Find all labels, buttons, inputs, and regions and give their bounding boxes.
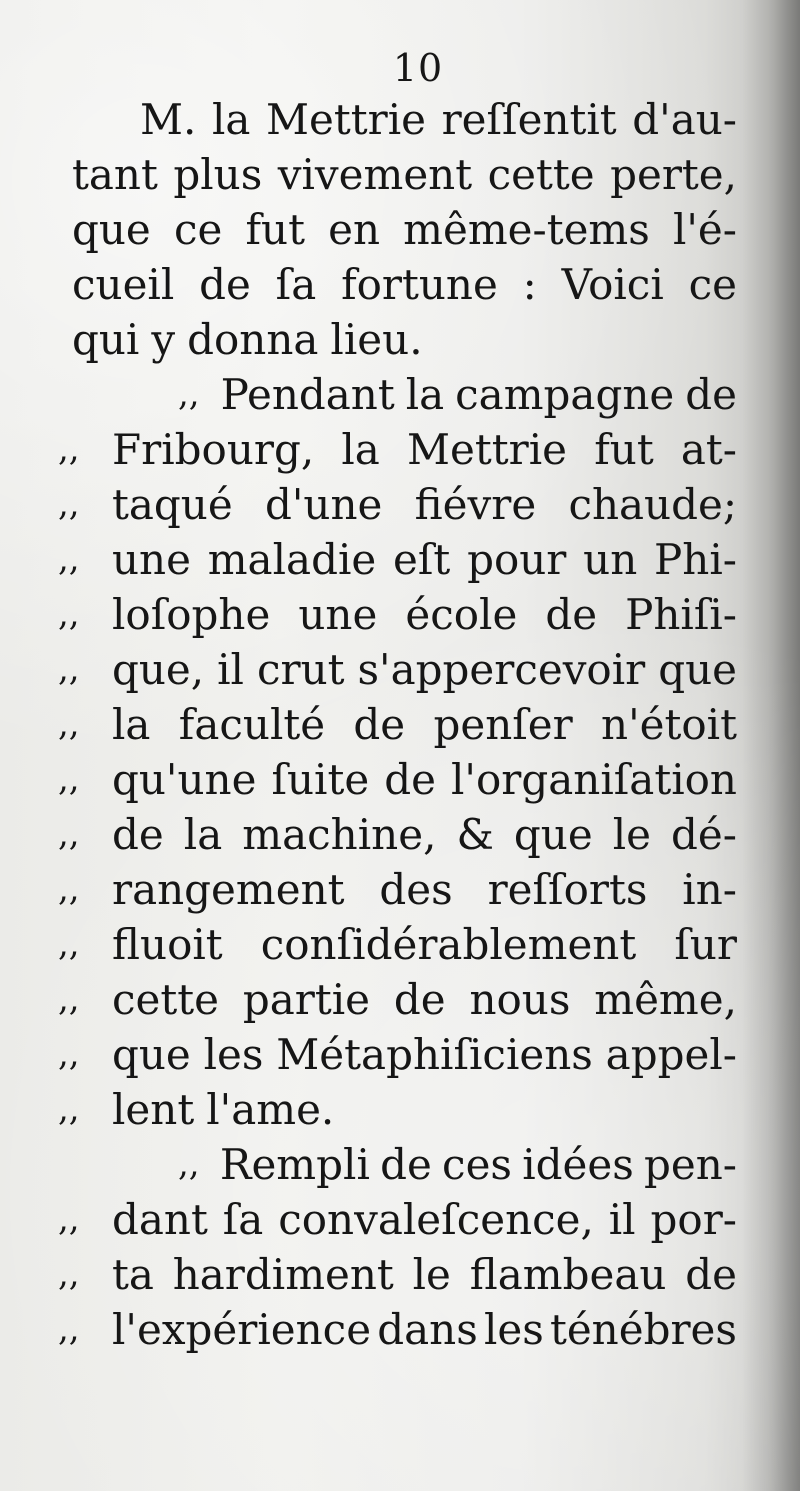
word: y <box>151 315 176 364</box>
word: de <box>545 590 598 639</box>
word: que <box>112 1030 191 1079</box>
text-line <box>0 477 800 532</box>
word: idées <box>522 1140 634 1189</box>
word: penſer <box>433 700 573 749</box>
page-number: 10 <box>392 46 444 90</box>
word: : <box>522 260 537 309</box>
word: dant <box>112 1195 208 1244</box>
text-line <box>0 917 800 972</box>
word: maladie <box>207 535 377 584</box>
word: l'organiſation <box>451 755 737 804</box>
word: conſidérablement <box>260 920 637 969</box>
text-line <box>0 1302 800 1357</box>
word: il <box>608 1195 636 1244</box>
word: de <box>393 975 446 1024</box>
line-text <box>72 202 737 257</box>
word: crut <box>256 645 345 694</box>
guillemet-mark: ,, <box>58 594 80 634</box>
word: Voici <box>561 260 664 309</box>
word: que <box>513 810 593 859</box>
word: campagne <box>455 370 675 419</box>
word: ces <box>442 1140 512 1189</box>
word: cueil <box>72 260 175 309</box>
word: ténébres <box>549 1305 737 1354</box>
text-line <box>0 202 800 257</box>
guillemet-mark: ,, <box>58 649 80 689</box>
word: de <box>685 370 737 419</box>
line-text <box>112 477 737 532</box>
guillemet-mark: ,, <box>58 429 80 469</box>
line-text <box>112 587 737 642</box>
word: nous <box>469 975 571 1024</box>
word: reſſentit <box>441 95 617 144</box>
text-line <box>0 1082 800 1137</box>
guillemet-mark: ,, <box>178 374 200 414</box>
word: flambeau <box>469 1250 667 1299</box>
line-text <box>112 752 737 807</box>
word: de <box>353 700 406 749</box>
line-text <box>140 92 737 147</box>
word: pour <box>467 535 567 584</box>
word: que <box>72 205 151 254</box>
text-line <box>0 697 800 752</box>
word: école <box>405 590 518 639</box>
guillemet-mark: ,, <box>178 1144 200 1184</box>
word: pen- <box>643 1140 737 1189</box>
guillemet-mark: ,, <box>58 924 80 964</box>
word: qui <box>72 315 140 364</box>
line-text <box>72 312 423 367</box>
word: ſa <box>222 1195 264 1244</box>
line-text <box>112 642 737 697</box>
word: ce <box>688 260 737 309</box>
guillemet-mark: ,, <box>58 704 80 744</box>
word: machine, <box>242 810 437 859</box>
word: la <box>183 810 223 859</box>
word: dans <box>377 1305 478 1354</box>
word: les <box>203 1030 264 1079</box>
word: Mettrie <box>266 95 426 144</box>
word: Phi- <box>654 535 737 584</box>
text-line <box>0 972 800 1027</box>
guillemet-mark: ,, <box>58 759 80 799</box>
text-line <box>0 752 800 807</box>
text-line <box>0 1192 800 1247</box>
page-text <box>0 92 800 1357</box>
word: fortune <box>341 260 498 309</box>
word: même, <box>594 975 737 1024</box>
line-text <box>112 1192 737 1247</box>
word: de <box>685 1250 737 1299</box>
word: M. <box>140 95 197 144</box>
word: ce <box>173 205 223 254</box>
word: hardiment <box>172 1250 394 1299</box>
word: chaude; <box>568 480 737 529</box>
word: d'au- <box>632 95 737 144</box>
word: le <box>612 810 652 859</box>
word: de <box>384 755 436 804</box>
word: ſa <box>275 260 317 309</box>
word: convaleſcence, <box>278 1195 594 1244</box>
line-text <box>112 1302 737 1357</box>
guillemet-mark: ,, <box>58 814 80 854</box>
line-text <box>112 917 737 972</box>
word: fut <box>594 425 654 474</box>
word: fut <box>245 205 305 254</box>
line-text <box>112 1082 334 1137</box>
word: loſophe <box>112 590 271 639</box>
word: fluoit <box>112 920 223 969</box>
word: le <box>412 1250 451 1299</box>
word: une <box>112 535 191 584</box>
word: même-tems <box>403 205 650 254</box>
guillemet-mark: ,, <box>58 484 80 524</box>
word: reſſorts <box>487 865 648 914</box>
word: ta <box>112 1250 154 1299</box>
word: tant <box>72 150 158 199</box>
word: la <box>341 425 380 474</box>
line-text <box>112 422 737 477</box>
word: por- <box>650 1195 737 1244</box>
word: Fribourg, <box>112 425 315 474</box>
line-text <box>112 1027 737 1082</box>
word: l'ame. <box>206 1085 335 1134</box>
word: l'é- <box>672 205 737 254</box>
word: lieu. <box>330 315 423 364</box>
word: ſur <box>674 920 737 969</box>
word: at- <box>680 425 737 474</box>
word: que <box>658 645 737 694</box>
text-line <box>0 642 800 697</box>
text-line <box>0 312 800 367</box>
word: la <box>405 370 445 419</box>
word: eſt <box>393 535 451 584</box>
line-text <box>112 972 737 1027</box>
word: n'étoit <box>601 700 737 749</box>
word: cette <box>487 150 595 199</box>
word: & <box>456 810 494 859</box>
word: qu'une <box>112 755 257 804</box>
word: de <box>199 260 251 309</box>
word: de <box>380 1140 432 1189</box>
word: lent <box>112 1085 195 1134</box>
word: un <box>583 535 638 584</box>
word: les <box>483 1305 544 1354</box>
word: cette <box>112 975 219 1024</box>
text-line <box>0 1027 800 1082</box>
word: partie <box>242 975 371 1024</box>
word: de <box>112 810 164 859</box>
word: Métaphiſiciens <box>276 1030 593 1079</box>
line-text <box>72 257 737 312</box>
guillemet-mark: ,, <box>58 1309 80 1349</box>
guillemet-mark: ,, <box>58 1199 80 1239</box>
text-line <box>0 532 800 587</box>
text-line <box>0 807 800 862</box>
word: des <box>379 865 453 914</box>
text-line <box>0 587 800 642</box>
word: plus <box>173 150 263 199</box>
word: Mettrie <box>407 425 568 474</box>
line-text <box>112 1247 737 1302</box>
line-text <box>72 147 737 202</box>
word: que, <box>112 645 205 694</box>
word: en <box>328 205 380 254</box>
guillemet-mark: ,, <box>58 979 80 1019</box>
word: la <box>211 95 251 144</box>
line-text <box>112 532 737 587</box>
text-line <box>0 92 800 147</box>
guillemet-mark: ,, <box>58 1089 80 1129</box>
text-line <box>0 257 800 312</box>
word: il <box>217 645 244 694</box>
word: taqué <box>112 480 233 529</box>
text-line <box>0 367 800 422</box>
word: s'appercevoir <box>357 645 646 694</box>
word: l'expérience <box>112 1305 372 1354</box>
word: Rempli <box>219 1140 370 1189</box>
text-line <box>0 422 800 477</box>
word: fiévre <box>414 480 537 529</box>
text-line <box>0 862 800 917</box>
word: perte, <box>610 150 737 199</box>
text-line <box>0 1137 800 1192</box>
word: Pendant <box>220 370 395 419</box>
line-text <box>112 862 737 917</box>
word: la <box>112 700 151 749</box>
guillemet-mark: ,, <box>58 1034 80 1074</box>
word: vivement <box>277 150 473 199</box>
line-text <box>178 1137 737 1192</box>
word: rangement <box>112 865 345 914</box>
guillemet-mark: ,, <box>58 869 80 909</box>
word: donna <box>187 315 319 364</box>
line-text <box>112 807 737 862</box>
text-line <box>0 1247 800 1302</box>
word: dé- <box>671 810 737 859</box>
word: in- <box>682 865 737 914</box>
word: ſuite <box>271 755 370 804</box>
word: faculté <box>178 700 326 749</box>
guillemet-mark: ,, <box>58 1254 80 1294</box>
line-text <box>178 367 737 422</box>
guillemet-mark: ,, <box>58 539 80 579</box>
word: une <box>298 590 378 639</box>
text-line <box>0 147 800 202</box>
line-text <box>112 697 737 752</box>
word: Phiſi- <box>625 590 737 639</box>
word: appel- <box>605 1030 737 1079</box>
word: d'une <box>264 480 383 529</box>
